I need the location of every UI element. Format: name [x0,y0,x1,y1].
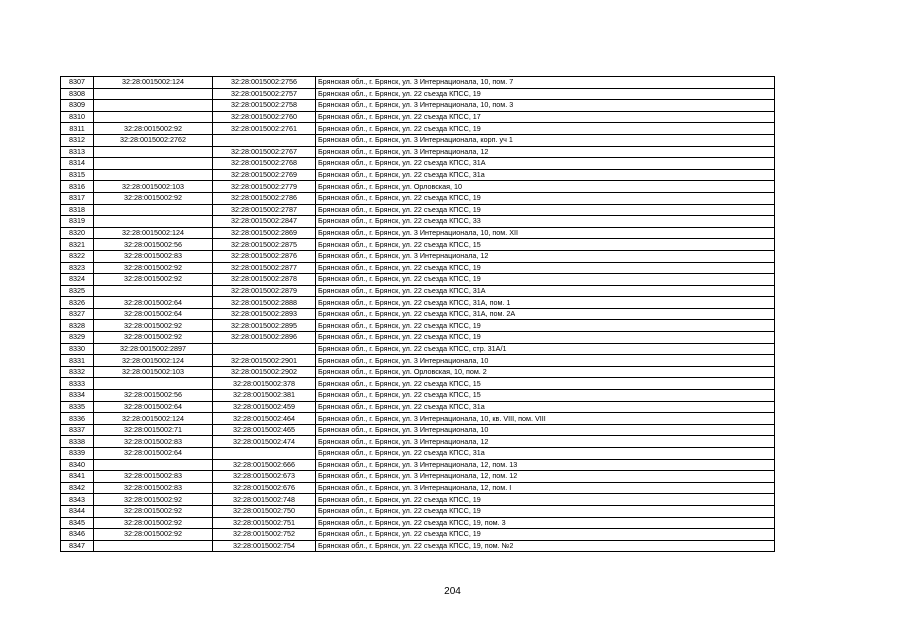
row-number-cell: 8341 [61,471,94,483]
land-cadastral-number-cell: 32:28:0015002:83 [94,436,213,448]
table-row [61,529,775,541]
table-row [61,88,775,100]
row-number-cell: 8345 [61,517,94,529]
row-number-cell: 8322 [61,250,94,262]
object-cadastral-number-cell: 32:28:0015002:676 [213,482,316,494]
land-cadastral-number-cell: 32:28:0015002:56 [94,390,213,402]
row-number-cell: 8307 [61,77,94,89]
address-cell: Брянская обл., г. Брянск, ул. 22 съезда КПСС, 19, пом. №2 [316,540,775,552]
row-number-cell: 8310 [61,111,94,123]
table-row [61,390,775,402]
row-number-cell: 8308 [61,88,94,100]
table-row [61,169,775,181]
row-number-cell: 8346 [61,529,94,541]
land-cadastral-number-cell: 32:28:0015002:64 [94,448,213,460]
row-number-cell: 8336 [61,413,94,425]
address-cell: Брянская обл., г. Брянск, ул. 3 Интернационала, 12, пом. 13 [316,459,775,471]
object-cadastral-number-cell: 32:28:0015002:2767 [213,146,316,158]
land-cadastral-number-cell: 32:28:0015002:83 [94,471,213,483]
table-row [61,343,775,355]
object-cadastral-number-cell: 32:28:0015002:673 [213,471,316,483]
row-number-cell: 8326 [61,297,94,309]
address-cell: Брянская обл., г. Брянск, ул. 3 Интернационала, 12 [316,436,775,448]
land-cadastral-number-cell: 32:28:0015002:124 [94,77,213,89]
object-cadastral-number-cell [213,134,316,146]
address-cell: Брянская обл., г. Брянск, ул. 22 съезда КПСС, 15 [316,378,775,390]
table-row [61,320,775,332]
table-row [61,401,775,413]
table-row [61,494,775,506]
row-number-cell: 8319 [61,216,94,228]
row-number-cell: 8314 [61,158,94,170]
address-cell: Брянская обл., г. Брянск, ул. 3 Интернационала, корп. уч 1 [316,134,775,146]
land-cadastral-number-cell [94,146,213,158]
address-cell: Брянская обл., г. Брянск, ул. 22 съезда КПСС, 31а [316,401,775,413]
row-number-cell: 8312 [61,134,94,146]
table-row [61,262,775,274]
land-cadastral-number-cell [94,378,213,390]
land-cadastral-number-cell [94,169,213,181]
address-cell: Брянская обл., г. Брянск, ул. 22 съезда КПСС, 31А, пом. 1 [316,297,775,309]
land-cadastral-number-cell: 32:28:0015002:83 [94,250,213,262]
table-row [61,471,775,483]
row-number-cell: 8339 [61,448,94,460]
object-cadastral-number-cell [213,343,316,355]
object-cadastral-number-cell: 32:28:0015002:464 [213,413,316,425]
object-cadastral-number-cell: 32:28:0015002:2879 [213,285,316,297]
address-cell: Брянская обл., г. Брянск, ул. 22 съезда КПСС, 19 [316,88,775,100]
row-number-cell: 8318 [61,204,94,216]
land-cadastral-number-cell: 32:28:0015002:2762 [94,134,213,146]
row-number-cell: 8320 [61,227,94,239]
object-cadastral-number-cell: 32:28:0015002:748 [213,494,316,506]
land-cadastral-number-cell: 32:28:0015002:56 [94,239,213,251]
land-cadastral-number-cell: 32:28:0015002:83 [94,482,213,494]
object-cadastral-number-cell [213,448,316,460]
land-cadastral-number-cell: 32:28:0015002:92 [94,505,213,517]
address-cell: Брянская обл., г. Брянск, ул. 3 Интернационала, 12 [316,146,775,158]
land-cadastral-number-cell: 32:28:0015002:92 [94,332,213,344]
row-number-cell: 8324 [61,274,94,286]
object-cadastral-number-cell: 32:28:0015002:2769 [213,169,316,181]
table-row [61,413,775,425]
land-cadastral-number-cell: 32:28:0015002:71 [94,424,213,436]
object-cadastral-number-cell: 32:28:0015002:459 [213,401,316,413]
row-number-cell: 8347 [61,540,94,552]
land-cadastral-number-cell: 32:28:0015002:64 [94,308,213,320]
object-cadastral-number-cell: 32:28:0015002:2760 [213,111,316,123]
address-cell: Брянская обл., г. Брянск, ул. 22 съезда КПСС, 33 [316,216,775,228]
table-row [61,285,775,297]
table-row [61,378,775,390]
table-row [61,308,775,320]
row-number-cell: 8337 [61,424,94,436]
land-cadastral-number-cell: 32:28:0015002:92 [94,274,213,286]
table-row [61,297,775,309]
object-cadastral-number-cell: 32:28:0015002:474 [213,436,316,448]
table-row [61,459,775,471]
table-row [61,100,775,112]
row-number-cell: 8342 [61,482,94,494]
land-cadastral-number-cell: 32:28:0015002:92 [94,320,213,332]
address-cell: Брянская обл., г. Брянск, ул. 3 Интернационала, 10 [316,355,775,367]
object-cadastral-number-cell: 32:28:0015002:2779 [213,181,316,193]
land-cadastral-number-cell: 32:28:0015002:92 [94,192,213,204]
row-number-cell: 8316 [61,181,94,193]
address-cell: Брянская обл., г. Брянск, ул. 3 Интернационала, 10, пом. XII [316,227,775,239]
address-cell: Брянская обл., г. Брянск, ул. 3 Интернационала, 10, пом. 3 [316,100,775,112]
land-cadastral-number-cell: 32:28:0015002:124 [94,355,213,367]
object-cadastral-number-cell: 32:28:0015002:2876 [213,250,316,262]
object-cadastral-number-cell: 32:28:0015002:2896 [213,332,316,344]
address-cell: Брянская обл., г. Брянск, ул. 3 Интернационала, 10, пом. 7 [316,77,775,89]
address-cell: Брянская обл., г. Брянск, ул. 3 Интернационала, 12, пом. I [316,482,775,494]
registry-table [60,76,775,552]
object-cadastral-number-cell: 32:28:0015002:2756 [213,77,316,89]
table-row [61,134,775,146]
address-cell: Брянская обл., г. Брянск, ул. 3 Интернационала, 10, кв. VIII, пом. VIII [316,413,775,425]
object-cadastral-number-cell: 32:28:0015002:2869 [213,227,316,239]
address-cell: Брянская обл., г. Брянск, ул. 22 съезда КПСС, стр. 31А/1 [316,343,775,355]
object-cadastral-number-cell: 32:28:0015002:378 [213,378,316,390]
address-cell: Брянская обл., г. Брянск, ул. 3 Интернационала, 10 [316,424,775,436]
table-row [61,482,775,494]
address-cell: Брянская обл., г. Брянск, ул. 22 съезда КПСС, 31а [316,448,775,460]
address-cell: Брянская обл., г. Брянск, ул. 22 съезда КПСС, 19 [316,274,775,286]
table-row [61,274,775,286]
object-cadastral-number-cell: 32:28:0015002:750 [213,505,316,517]
table-row [61,332,775,344]
row-number-cell: 8330 [61,343,94,355]
land-cadastral-number-cell: 32:28:0015002:64 [94,297,213,309]
land-cadastral-number-cell [94,88,213,100]
address-cell: Брянская обл., г. Брянск, ул. 22 съезда КПСС, 19, пом. 3 [316,517,775,529]
table-row [61,436,775,448]
row-number-cell: 8311 [61,123,94,135]
address-cell: Брянская обл., г. Брянск, ул. 22 съезда КПСС, 19 [316,320,775,332]
row-number-cell: 8323 [61,262,94,274]
address-cell: Брянская обл., г. Брянск, ул. 22 съезда КПСС, 19 [316,262,775,274]
object-cadastral-number-cell: 32:28:0015002:2847 [213,216,316,228]
address-cell: Брянская обл., г. Брянск, ул. 22 съезда КПСС, 17 [316,111,775,123]
land-cadastral-number-cell [94,540,213,552]
land-cadastral-number-cell [94,285,213,297]
land-cadastral-number-cell [94,216,213,228]
land-cadastral-number-cell: 32:28:0015002:2897 [94,343,213,355]
address-cell: Брянская обл., г. Брянск, ул. 22 съезда КПСС, 15 [316,239,775,251]
land-cadastral-number-cell [94,111,213,123]
address-cell: Брянская обл., г. Брянск, ул. 22 съезда КПСС, 19 [316,505,775,517]
row-number-cell: 8344 [61,505,94,517]
table-row [61,250,775,262]
address-cell: Брянская обл., г. Брянск, ул. 22 съезда КПСС, 19 [316,529,775,541]
object-cadastral-number-cell: 32:28:0015002:2878 [213,274,316,286]
row-number-cell: 8340 [61,459,94,471]
object-cadastral-number-cell: 32:28:0015002:2902 [213,366,316,378]
land-cadastral-number-cell: 32:28:0015002:92 [94,494,213,506]
table-row [61,517,775,529]
table-row [61,239,775,251]
address-cell: Брянская обл., г. Брянск, ул. 22 съезда КПСС, 19 [316,192,775,204]
table-row [61,111,775,123]
object-cadastral-number-cell: 32:28:0015002:2875 [213,239,316,251]
table-row [61,424,775,436]
object-cadastral-number-cell: 32:28:0015002:381 [213,390,316,402]
object-cadastral-number-cell: 32:28:0015002:2758 [213,100,316,112]
land-cadastral-number-cell: 32:28:0015002:92 [94,262,213,274]
land-cadastral-number-cell [94,158,213,170]
land-cadastral-number-cell: 32:28:0015002:124 [94,227,213,239]
address-cell: Брянская обл., г. Брянск, ул. 22 съезда КПСС, 31А, пом. 2А [316,308,775,320]
object-cadastral-number-cell: 32:28:0015002:2768 [213,158,316,170]
object-cadastral-number-cell: 32:28:0015002:2757 [213,88,316,100]
table-row [61,181,775,193]
address-cell: Брянская обл., г. Брянск, ул. 22 съезда КПСС, 31а [316,169,775,181]
table-row [61,123,775,135]
object-cadastral-number-cell: 32:28:0015002:754 [213,540,316,552]
object-cadastral-number-cell: 32:28:0015002:2888 [213,297,316,309]
row-number-cell: 8333 [61,378,94,390]
land-cadastral-number-cell: 32:28:0015002:92 [94,529,213,541]
address-cell: Брянская обл., г. Брянск, ул. 22 съезда КПСС, 31А [316,285,775,297]
land-cadastral-number-cell: 32:28:0015002:92 [94,517,213,529]
address-cell: Брянская обл., г. Брянск, ул. Орловская, 10, пом. 2 [316,366,775,378]
table-row [61,192,775,204]
object-cadastral-number-cell: 32:28:0015002:2893 [213,308,316,320]
object-cadastral-number-cell: 32:28:0015002:751 [213,517,316,529]
land-cadastral-number-cell: 32:28:0015002:103 [94,366,213,378]
land-cadastral-number-cell: 32:28:0015002:64 [94,401,213,413]
address-cell: Брянская обл., г. Брянск, ул. 22 съезда КПСС, 31А [316,158,775,170]
table-row [61,505,775,517]
table-row [61,355,775,367]
row-number-cell: 8331 [61,355,94,367]
land-cadastral-number-cell: 32:28:0015002:92 [94,123,213,135]
address-cell: Брянская обл., г. Брянск, ул. 3 Интернационала, 12, пом. 12 [316,471,775,483]
address-cell: Брянская обл., г. Брянск, ул. 3 Интернационала, 12 [316,250,775,262]
object-cadastral-number-cell: 32:28:0015002:465 [213,424,316,436]
row-number-cell: 8313 [61,146,94,158]
object-cadastral-number-cell: 32:28:0015002:2761 [213,123,316,135]
table-row [61,227,775,239]
row-number-cell: 8334 [61,390,94,402]
row-number-cell: 8343 [61,494,94,506]
address-cell: Брянская обл., г. Брянск, ул. 22 съезда КПСС, 19 [316,332,775,344]
row-number-cell: 8329 [61,332,94,344]
row-number-cell: 8335 [61,401,94,413]
object-cadastral-number-cell: 32:28:0015002:666 [213,459,316,471]
row-number-cell: 8338 [61,436,94,448]
row-number-cell: 8325 [61,285,94,297]
land-cadastral-number-cell: 32:28:0015002:124 [94,413,213,425]
row-number-cell: 8315 [61,169,94,181]
land-cadastral-number-cell [94,204,213,216]
object-cadastral-number-cell: 32:28:0015002:2787 [213,204,316,216]
row-number-cell: 8327 [61,308,94,320]
object-cadastral-number-cell: 32:28:0015002:2895 [213,320,316,332]
page-number: 204 [444,586,461,597]
address-cell: Брянская обл., г. Брянск, ул. Орловская, 10 [316,181,775,193]
table-body [61,77,775,552]
row-number-cell: 8328 [61,320,94,332]
address-cell: Брянская обл., г. Брянск, ул. 22 съезда КПСС, 15 [316,390,775,402]
table-row [61,366,775,378]
table-row [61,146,775,158]
land-cadastral-number-cell [94,459,213,471]
object-cadastral-number-cell: 32:28:0015002:2901 [213,355,316,367]
land-cadastral-number-cell [94,100,213,112]
address-cell: Брянская обл., г. Брянск, ул. 22 съезда КПСС, 19 [316,123,775,135]
object-cadastral-number-cell: 32:28:0015002:2786 [213,192,316,204]
table-row [61,540,775,552]
row-number-cell: 8317 [61,192,94,204]
table-row [61,77,775,89]
address-cell: Брянская обл., г. Брянск, ул. 22 съезда КПСС, 19 [316,204,775,216]
row-number-cell: 8321 [61,239,94,251]
table-row [61,158,775,170]
address-cell: Брянская обл., г. Брянск, ул. 22 съезда КПСС, 19 [316,494,775,506]
table-row [61,216,775,228]
object-cadastral-number-cell: 32:28:0015002:752 [213,529,316,541]
row-number-cell: 8332 [61,366,94,378]
table-row [61,448,775,460]
row-number-cell: 8309 [61,100,94,112]
object-cadastral-number-cell: 32:28:0015002:2877 [213,262,316,274]
table-row [61,204,775,216]
land-cadastral-number-cell: 32:28:0015002:103 [94,181,213,193]
